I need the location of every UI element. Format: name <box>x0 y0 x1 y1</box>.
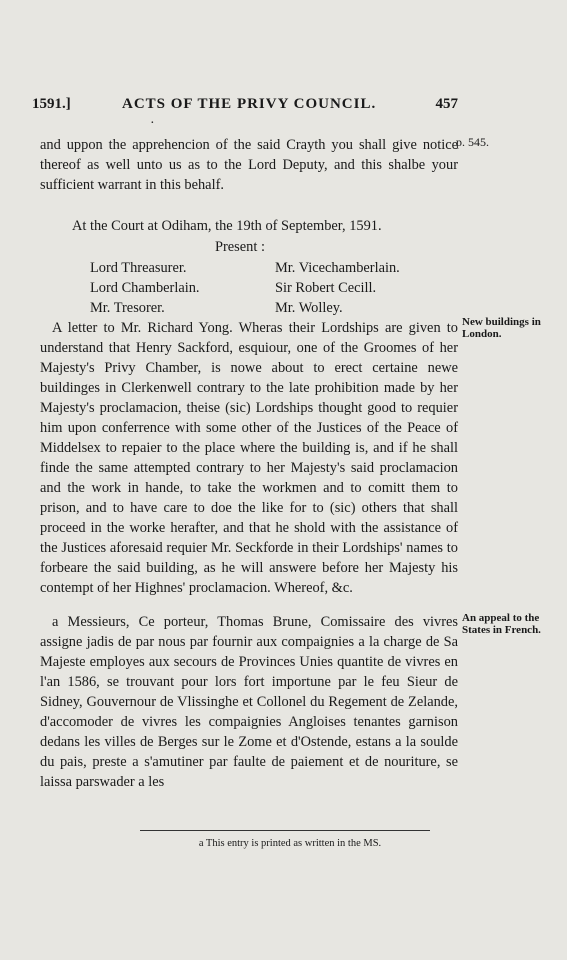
attendee: Mr. Vicechamberlain. <box>275 260 400 276</box>
attendees-left <box>90 258 200 318</box>
margin-note-appeal: An appeal to the States in French. <box>462 612 541 636</box>
letter-paragraph: A letter to Mr. Richard Yong. Wheras their Lordships are given to understand that Henry Sackford, esquiour, one of the Groomes of her Majesty's Privy Chamber, is nowe about to erect certaine newe buildinges in Clerkenwell contrary to the late prohibition made by her Majesty's proclamacion, theise (sic) Lordships thought good to requier him upon conferrence with some other of the Justices of the Peace of Middelsex to repaier to the place where the building is, and if he shall finde the same attempted contrary to her Majesty's said proclamacion and the work in hande, to take the workmen and to comitt them to prison, and to have care to doe the like for to (sic) others that shall proceed in the worke herafter, and that he shold with the assistance of the Justices aforesaid requier Mr. Seckforde in their Lordships' names to forbeare the said building, as he will answere before her Majesty his contempt of her Highnes' proclamacion. Whereof, &c. <box>40 320 458 596</box>
attendee: Sir Robert Cecill. <box>275 280 377 296</box>
margin-note-buildings: New buildings in London. <box>462 316 541 340</box>
attendee: Mr. Wolley. <box>275 300 343 316</box>
footnote-rule <box>140 830 430 831</box>
header-title: ACTS OF THE PRIVY COUNCIL. <box>122 96 377 112</box>
footnote: a This entry is printed as written in the MS. <box>198 838 382 849</box>
header-year: 1591.] <box>32 96 71 112</box>
page-reference: p. 545. <box>456 135 489 149</box>
present-label: Present : <box>215 239 265 255</box>
court-line: At the Court at Odiham, the 19th of September, 1591. <box>72 218 382 234</box>
ink-dot: · <box>150 116 155 131</box>
top-paragraph: and uppon the apprehencion of the said Crayth you shall give notice thereof as well unto us as to the Lord Deputy, and this shalbe your sufficient warrant in this behalf. <box>40 137 458 193</box>
attendee: Lord Chamberlain. <box>90 280 200 296</box>
page-number: 457 <box>435 96 458 112</box>
running-header <box>32 96 458 116</box>
attendees-right <box>275 258 400 318</box>
attendee: Lord Threasurer. <box>90 260 187 276</box>
french-paragraph: a Messieurs, Ce porteur, Thomas Brune, Comissaire des vivres assigne jadis de par nous par fournir aux compaignies a la charge de Sa Majeste employes aux secours de Provinces Unies quantite de vivres en l'an 1586, se trouvant pour lors fort importune par le feu Sieur de Sidney, Gouvernour de Vlissinghe et Collonel du Regement de Zelande, d'accomoder de vivres les compaignies Angloises tenantes garnison dedans les villes de Berges sur le Zome et d'Ostende, estans a la soulde du pais, preste a s'amutiner par faulte de paiement et de nouriture, se laissa parswader a les <box>40 614 458 790</box>
attendee: Mr. Tresorer. <box>90 300 165 316</box>
